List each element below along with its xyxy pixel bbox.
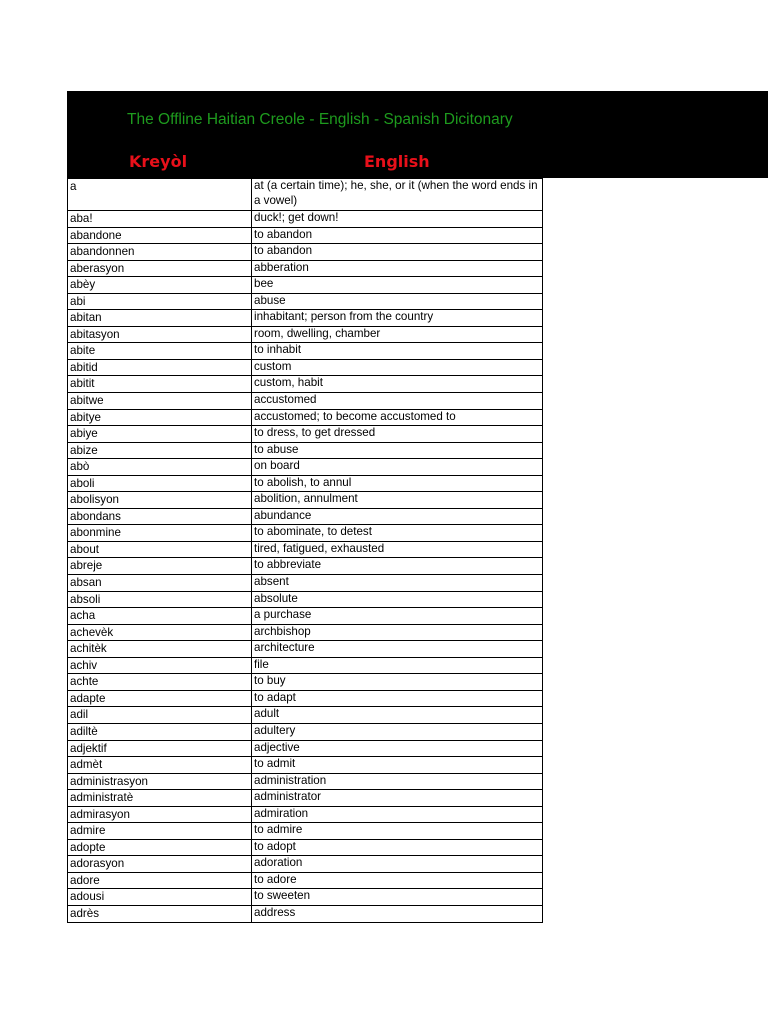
english-translation-cell: to abandon bbox=[254, 227, 313, 241]
english-translation-cell: to buy bbox=[254, 674, 286, 688]
english-translation-cell: adult bbox=[254, 707, 280, 721]
dictionary-table bbox=[67, 178, 543, 923]
english-translation-cell: to adopt bbox=[254, 839, 296, 853]
english-translation-cell: to abbreviate bbox=[254, 558, 322, 572]
kreyol-word-cell: abitwe bbox=[68, 393, 252, 409]
table-row bbox=[67, 310, 543, 327]
table-row bbox=[67, 575, 543, 592]
table-row bbox=[67, 327, 543, 344]
table-row bbox=[67, 509, 543, 526]
table-row bbox=[67, 592, 543, 609]
kreyol-word-cell: adil bbox=[68, 707, 252, 723]
kreyol-word-cell: achitèk bbox=[68, 641, 252, 657]
english-translation-cell: to admire bbox=[254, 823, 303, 837]
kreyol-word-cell: about bbox=[68, 542, 252, 558]
kreyol-word-cell: abandonnen bbox=[68, 244, 252, 260]
english-translation-cell: accustomed bbox=[254, 393, 317, 407]
table-row bbox=[67, 294, 543, 311]
english-translation-cell: archbishop bbox=[254, 624, 311, 638]
kreyol-word-cell: abiye bbox=[68, 426, 252, 442]
table-row bbox=[67, 608, 543, 625]
table-row bbox=[67, 774, 543, 791]
table-row bbox=[67, 641, 543, 658]
english-translation-cell: administrator bbox=[254, 790, 322, 804]
table-row bbox=[67, 542, 543, 559]
kreyol-word-cell: abitan bbox=[68, 310, 252, 326]
table-row bbox=[67, 691, 543, 708]
kreyol-word-cell: admire bbox=[68, 823, 252, 839]
table-row bbox=[67, 856, 543, 873]
kreyol-word-cell: admirasyon bbox=[68, 807, 252, 823]
english-translation-cell: to adapt bbox=[254, 690, 296, 704]
table-row bbox=[67, 426, 543, 443]
english-translation-cell: administration bbox=[254, 773, 327, 787]
table-row bbox=[67, 343, 543, 360]
kreyol-word-cell: admèt bbox=[68, 757, 252, 773]
english-translation-cell: absent bbox=[254, 575, 289, 589]
kreyol-word-cell: abi bbox=[68, 294, 252, 310]
table-row bbox=[67, 741, 543, 758]
english-translation-cell: custom, habit bbox=[254, 376, 323, 390]
sheet-header bbox=[67, 91, 768, 178]
english-translation-cell: a purchase bbox=[254, 608, 312, 622]
kreyol-word-cell: abize bbox=[68, 443, 252, 459]
table-row bbox=[67, 376, 543, 393]
table-row bbox=[67, 443, 543, 460]
table-row bbox=[67, 244, 543, 261]
kreyol-word-cell: abitid bbox=[68, 360, 252, 376]
kreyol-word-cell: adopte bbox=[68, 840, 252, 856]
kreyol-word-cell: abonmine bbox=[68, 525, 252, 541]
kreyol-word-cell: achte bbox=[68, 674, 252, 690]
kreyol-word-cell: aboli bbox=[68, 476, 252, 492]
table-row bbox=[67, 277, 543, 294]
table-row bbox=[67, 476, 543, 493]
kreyol-word-cell: a bbox=[68, 179, 252, 210]
kreyol-word-cell: absan bbox=[68, 575, 252, 591]
english-translation-cell: to dress, to get dressed bbox=[254, 426, 376, 440]
table-row bbox=[67, 211, 543, 228]
table-row bbox=[67, 889, 543, 906]
english-translation-cell: file bbox=[254, 657, 269, 671]
english-translation-cell: adultery bbox=[254, 723, 296, 737]
kreyol-word-cell: absoli bbox=[68, 592, 252, 608]
english-translation-cell: admiration bbox=[254, 806, 309, 820]
kreyol-word-cell: abite bbox=[68, 343, 252, 359]
english-translation-cell: on board bbox=[254, 459, 300, 473]
kreyol-word-cell: administrasyon bbox=[68, 774, 252, 790]
kreyol-word-cell: abò bbox=[68, 459, 252, 475]
kreyol-word-cell: achiv bbox=[68, 658, 252, 674]
kreyol-word-cell: adorasyon bbox=[68, 856, 252, 872]
english-translation-cell: abberation bbox=[254, 260, 309, 274]
english-translation-cell: tired, fatigued, exhausted bbox=[254, 541, 385, 555]
kreyol-word-cell: abitit bbox=[68, 376, 252, 392]
english-translation-cell: at (a certain time); he, she, or it (when the word ends in a vowel) bbox=[254, 179, 538, 207]
kreyol-word-cell: acha bbox=[68, 608, 252, 624]
table-row bbox=[67, 459, 543, 476]
english-translation-cell: to abominate, to detest bbox=[254, 525, 372, 539]
table-row bbox=[67, 807, 543, 824]
table-row bbox=[67, 873, 543, 890]
table-row bbox=[67, 840, 543, 857]
english-translation-cell: absolute bbox=[254, 591, 298, 605]
kreyol-word-cell: adiltè bbox=[68, 724, 252, 740]
english-translation-cell: room, dwelling, chamber bbox=[254, 326, 381, 340]
table-row bbox=[67, 790, 543, 807]
kreyol-word-cell: administratè bbox=[68, 790, 252, 806]
table-row bbox=[67, 492, 543, 509]
table-row bbox=[67, 906, 543, 923]
column-header-kreyol: Kreyòl bbox=[129, 152, 188, 171]
kreyol-word-cell: achevèk bbox=[68, 625, 252, 641]
kreyol-word-cell: adjektif bbox=[68, 741, 252, 757]
table-row bbox=[67, 261, 543, 278]
kreyol-word-cell: abitye bbox=[68, 410, 252, 426]
table-row bbox=[67, 674, 543, 691]
table-row bbox=[67, 525, 543, 542]
english-translation-cell: accustomed; to become accustomed to bbox=[254, 409, 456, 423]
english-translation-cell: to adore bbox=[254, 872, 297, 886]
kreyol-word-cell: abreje bbox=[68, 558, 252, 574]
table-row bbox=[67, 410, 543, 427]
table-row bbox=[67, 558, 543, 575]
kreyol-word-cell: abèy bbox=[68, 277, 252, 293]
table-row bbox=[67, 757, 543, 774]
kreyol-word-cell: aba! bbox=[68, 211, 252, 227]
english-translation-cell: bee bbox=[254, 277, 274, 291]
table-row bbox=[67, 625, 543, 642]
english-translation-cell: abolition, annulment bbox=[254, 492, 358, 506]
kreyol-word-cell: abondans bbox=[68, 509, 252, 525]
kreyol-word-cell: adousi bbox=[68, 889, 252, 905]
table-row bbox=[67, 360, 543, 377]
table-row bbox=[67, 393, 543, 410]
kreyol-word-cell: adore bbox=[68, 873, 252, 889]
english-translation-cell: adjective bbox=[254, 740, 300, 754]
page-title: The Offline Haitian Creole - English - Spanish Dicitonary bbox=[127, 111, 513, 128]
english-translation-cell: address bbox=[254, 905, 296, 919]
kreyol-word-cell: adrès bbox=[68, 906, 252, 922]
english-translation-cell: inhabitant; person from the country bbox=[254, 310, 434, 324]
english-translation-cell: to inhabit bbox=[254, 343, 302, 357]
english-translation-cell: to abolish, to annul bbox=[254, 475, 352, 489]
column-header-english: English bbox=[364, 152, 430, 171]
kreyol-word-cell: abandone bbox=[68, 228, 252, 244]
table-row bbox=[67, 658, 543, 675]
english-translation-cell: architecture bbox=[254, 641, 315, 655]
english-translation-cell: abuse bbox=[254, 293, 286, 307]
english-translation-cell: custom bbox=[254, 359, 292, 373]
kreyol-word-cell: abitasyon bbox=[68, 327, 252, 343]
kreyol-word-cell: adapte bbox=[68, 691, 252, 707]
english-translation-cell: duck!; get down! bbox=[254, 211, 339, 224]
english-translation-cell: to sweeten bbox=[254, 889, 311, 903]
table-row bbox=[67, 707, 543, 724]
kreyol-word-cell: abolisyon bbox=[68, 492, 252, 508]
english-translation-cell: to admit bbox=[254, 757, 296, 771]
table-row bbox=[67, 823, 543, 840]
english-translation-cell: adoration bbox=[254, 856, 303, 870]
table-row bbox=[67, 179, 543, 211]
kreyol-word-cell: aberasyon bbox=[68, 261, 252, 277]
english-translation-cell: to abuse bbox=[254, 442, 299, 456]
english-translation-cell: abundance bbox=[254, 508, 312, 522]
english-translation-cell: to abandon bbox=[254, 244, 313, 258]
table-row bbox=[67, 228, 543, 245]
table-row bbox=[67, 724, 543, 741]
